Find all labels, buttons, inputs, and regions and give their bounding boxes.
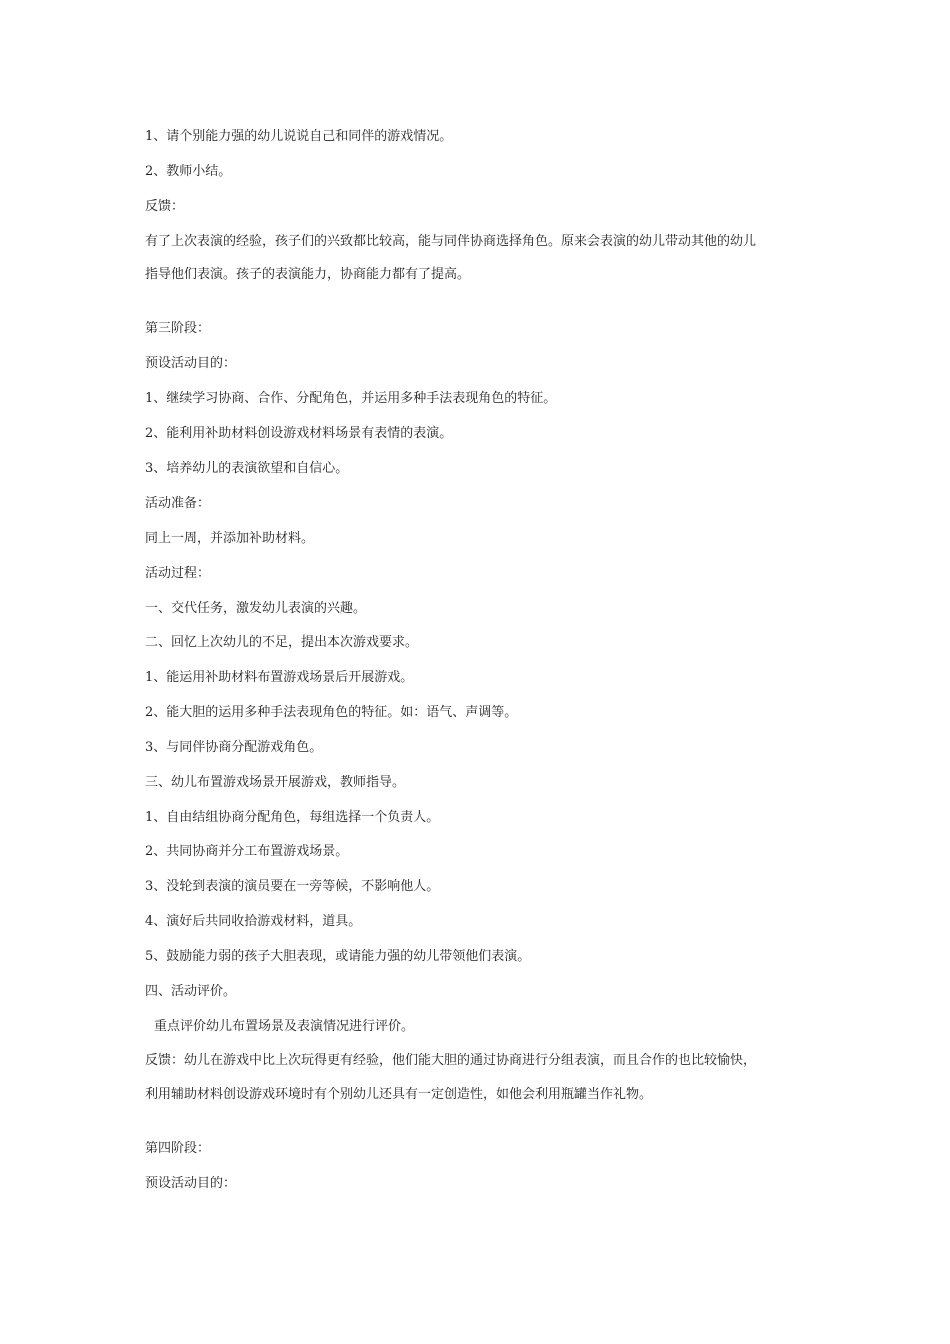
paragraph-line: 反馈：幼儿在游戏中比上次玩得更有经验，他们能大胆的通过协商进行分组表演，而且合作的也比较愉快， xyxy=(145,1053,757,1068)
paragraph-line: 有了上次表演的经验，孩子们的兴致都比较高，能与同伴协商选择角色。原来会表演的幼儿带动其他的幼儿 xyxy=(145,234,757,249)
paragraph-line: 1、请个别能力强的幼儿说说自己和同伴的游戏情况。 xyxy=(145,129,453,144)
paragraph-label: 预设活动目的： xyxy=(145,356,237,371)
paragraph-line: 同上一周，并添加补助材料。 xyxy=(145,531,315,546)
section-heading: 第三阶段： xyxy=(145,321,211,336)
paragraph-line: 2、共同协商并分工布置游戏场景。 xyxy=(145,844,349,859)
paragraph-line: 2、能利用补助材料创设游戏材料场景有表情的表演。 xyxy=(145,426,453,441)
section-heading: 第四阶段： xyxy=(145,1141,211,1156)
paragraph-line: 2、教师小结。 xyxy=(145,164,232,179)
paragraph-line: 1、能运用补助材料布置游戏场景后开展游戏。 xyxy=(145,670,414,685)
paragraph-line: 1、自由结组协商分配角色，每组选择一个负责人。 xyxy=(145,810,440,825)
paragraph-line: 5、鼓励能力弱的孩子大胆表现，或请能力强的幼儿带领他们表演。 xyxy=(145,949,531,964)
paragraph-line: 一、交代任务，激发幼儿表演的兴趣。 xyxy=(145,601,367,616)
paragraph-line: 二、回忆上次幼儿的不足，提出本次游戏要求。 xyxy=(145,635,419,650)
paragraph-line: 3、培养幼儿的表演欲望和自信心。 xyxy=(145,461,349,476)
paragraph-label: 活动准备： xyxy=(145,496,211,511)
paragraph-line: 1、继续学习协商、合作、分配角色，并运用多种手法表现角色的特征。 xyxy=(145,391,557,406)
paragraph-line: 四、活动评价。 xyxy=(145,984,237,999)
paragraph-line: 指导他们表演。孩子的表演能力，协商能力都有了提高。 xyxy=(145,267,471,282)
paragraph-label: 活动过程： xyxy=(145,566,211,581)
paragraph-label: 预设活动目的： xyxy=(145,1176,237,1191)
paragraph-line: 4、演好后共同收拾游戏材料，道具。 xyxy=(145,914,362,929)
paragraph-line: 3、没轮到表演的演员要在一旁等候，不影响他人。 xyxy=(145,879,440,894)
paragraph-line: 利用辅助材料创设游戏环境时有个别幼儿还具有一定创造性，如他会利用瓶罐当作礼物。 xyxy=(145,1087,653,1102)
paragraph-line: 3、与同伴协商分配游戏角色。 xyxy=(145,740,323,755)
paragraph-line: 三、幼儿布置游戏场景开展游戏，教师指导。 xyxy=(145,775,406,790)
paragraph-line: 2、能大胆的运用多种手法表现角色的特征。如：语气、声调等。 xyxy=(145,705,518,720)
paragraph-line: 重点评价幼儿布置场景及表演情况进行评价。 xyxy=(154,1019,415,1034)
paragraph-label: 反馈： xyxy=(145,199,185,214)
